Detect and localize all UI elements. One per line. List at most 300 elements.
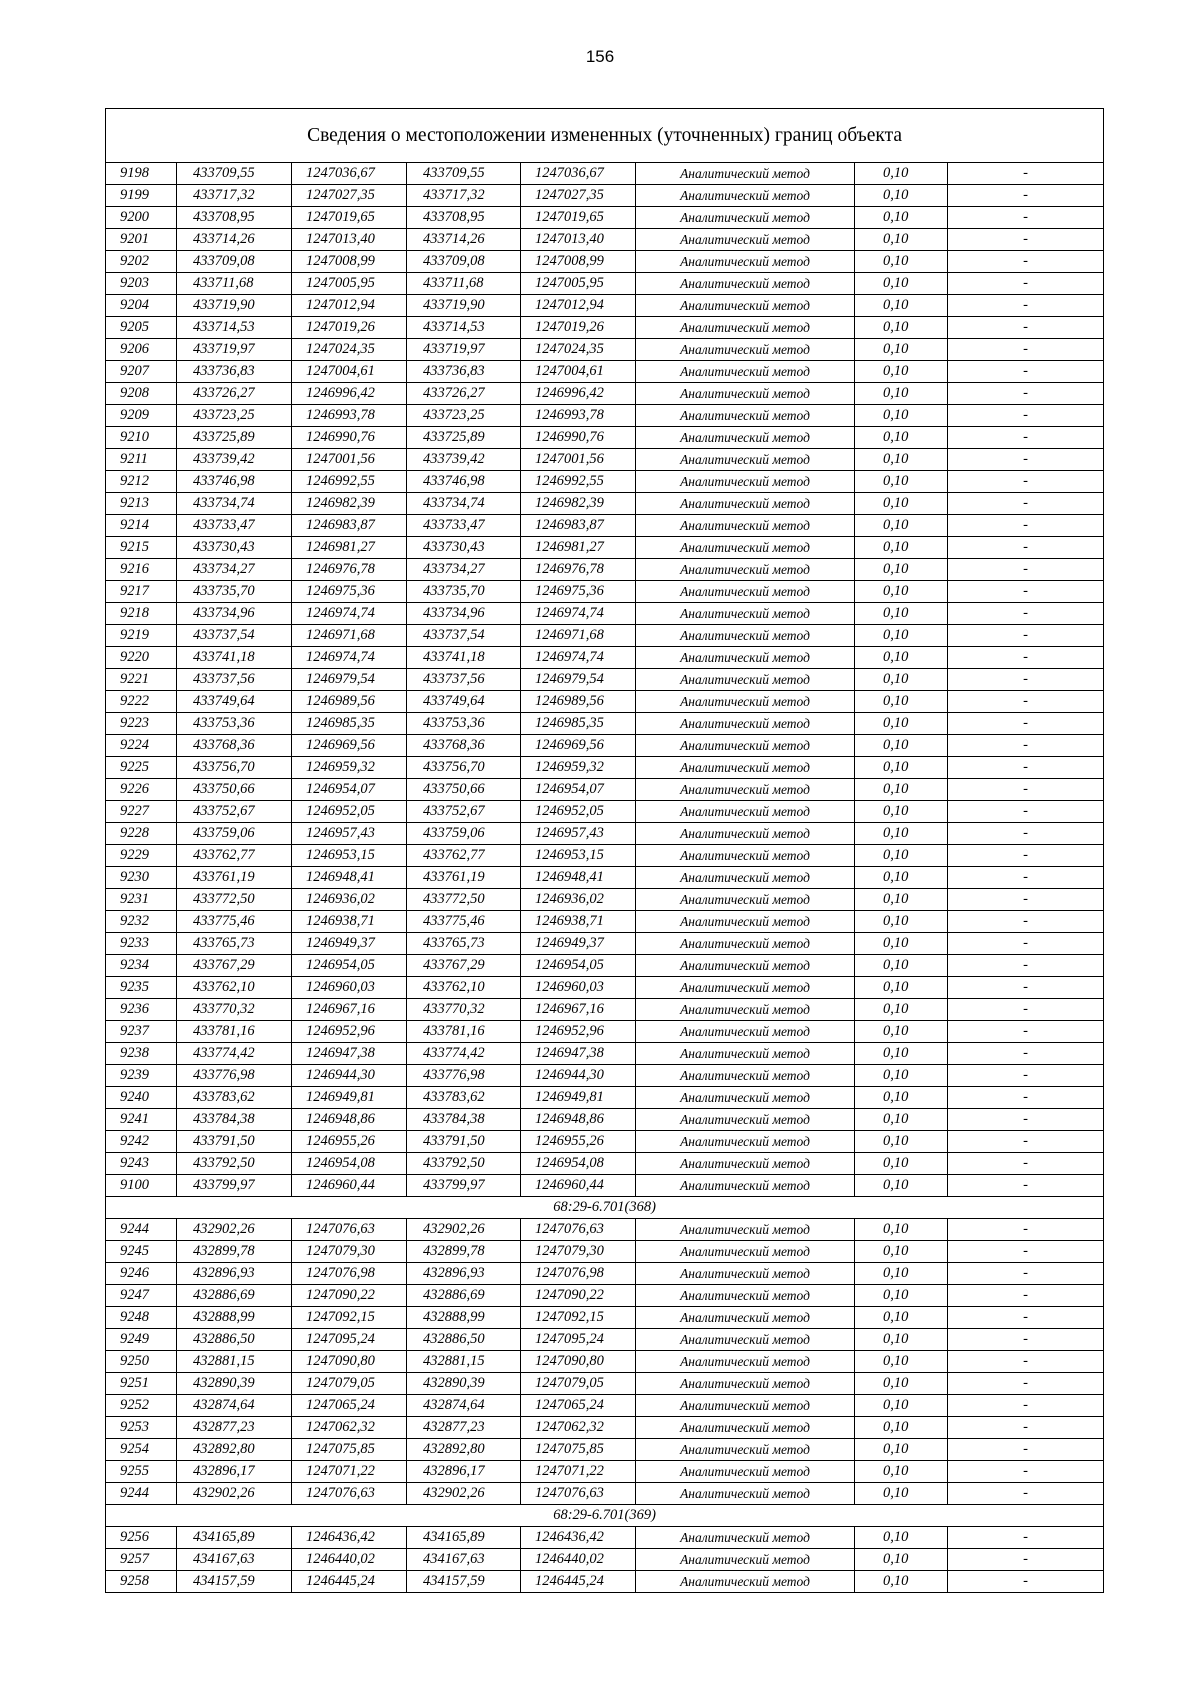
- table-row: [106, 295, 1104, 317]
- cell-x-new: 432896,93: [407, 1263, 521, 1285]
- cell-method: Аналитический метод: [636, 493, 855, 515]
- cell-y-new: 1246996,42: [521, 383, 636, 405]
- table-body: [106, 109, 1104, 1593]
- cell-y-new: 1246982,39: [521, 493, 636, 515]
- cell-y-existing: 1246957,43: [292, 823, 407, 845]
- cell-y-new: 1247075,85: [521, 1439, 636, 1461]
- cell-y-existing: 1247076,98: [292, 1263, 407, 1285]
- cell-description: -: [948, 537, 1104, 559]
- cell-description: -: [948, 1131, 1104, 1153]
- table-row: [106, 801, 1104, 823]
- cell-y-existing: 1247012,94: [292, 295, 407, 317]
- table-row: [106, 845, 1104, 867]
- cell-y-new: 1247013,40: [521, 229, 636, 251]
- section-label: 68:29-6.701(368): [106, 1197, 1104, 1219]
- cell-x-new: 433733,47: [407, 515, 521, 537]
- cell-y-existing: 1247090,80: [292, 1351, 407, 1373]
- cell-y-existing: 1246971,68: [292, 625, 407, 647]
- cell-y-existing: 1247008,99: [292, 251, 407, 273]
- cell-accuracy: 0,10: [855, 229, 948, 251]
- cell-point-number: 9232: [106, 911, 177, 933]
- table-row: [106, 779, 1104, 801]
- cell-x-new: 433799,97: [407, 1175, 521, 1197]
- cell-method: Аналитический метод: [636, 251, 855, 273]
- cell-point-number: 9247: [106, 1285, 177, 1307]
- table-row: [106, 383, 1104, 405]
- cell-y-existing: 1246944,30: [292, 1065, 407, 1087]
- cell-description: -: [948, 471, 1104, 493]
- cell-method: Аналитический метод: [636, 867, 855, 889]
- cell-x-existing: 433768,36: [177, 735, 292, 757]
- cell-y-existing: 1247079,05: [292, 1373, 407, 1395]
- cell-point-number: 9242: [106, 1131, 177, 1153]
- cell-point-number: 9233: [106, 933, 177, 955]
- cell-x-existing: 433746,98: [177, 471, 292, 493]
- table-row: [106, 361, 1104, 383]
- cell-y-existing: 1246936,02: [292, 889, 407, 911]
- table-row: [106, 163, 1104, 185]
- cell-description: -: [948, 383, 1104, 405]
- cell-description: -: [948, 603, 1104, 625]
- cell-x-existing: 432877,23: [177, 1417, 292, 1439]
- cell-description: -: [948, 1373, 1104, 1395]
- cell-y-new: 1246954,05: [521, 955, 636, 977]
- cell-y-existing: 1246949,37: [292, 933, 407, 955]
- cell-description: -: [948, 823, 1104, 845]
- cell-y-existing: 1247079,30: [292, 1241, 407, 1263]
- cell-x-new: 433741,18: [407, 647, 521, 669]
- cell-y-existing: 1247019,65: [292, 207, 407, 229]
- cell-point-number: 9216: [106, 559, 177, 581]
- cell-accuracy: 0,10: [855, 757, 948, 779]
- cell-point-number: 9225: [106, 757, 177, 779]
- table-row: [106, 713, 1104, 735]
- cell-x-new: 433752,67: [407, 801, 521, 823]
- cell-point-number: 9220: [106, 647, 177, 669]
- table-row: [106, 1175, 1104, 1197]
- cell-accuracy: 0,10: [855, 515, 948, 537]
- cell-y-new: 1247001,56: [521, 449, 636, 471]
- cell-method: Аналитический метод: [636, 713, 855, 735]
- cell-method: Аналитический метод: [636, 1527, 855, 1549]
- cell-y-new: 1246948,41: [521, 867, 636, 889]
- cell-y-new: 1247004,61: [521, 361, 636, 383]
- cell-y-existing: 1247027,35: [292, 185, 407, 207]
- cell-point-number: 9236: [106, 999, 177, 1021]
- cell-x-existing: 433737,54: [177, 625, 292, 647]
- cell-x-new: 433775,46: [407, 911, 521, 933]
- cell-point-number: 9211: [106, 449, 177, 471]
- cell-method: Аналитический метод: [636, 1329, 855, 1351]
- cell-method: Аналитический метод: [636, 1021, 855, 1043]
- table-row: [106, 1153, 1104, 1175]
- cell-x-new: 433714,53: [407, 317, 521, 339]
- table-row: [106, 603, 1104, 625]
- cell-description: -: [948, 449, 1104, 471]
- table-row: [106, 1219, 1104, 1241]
- cell-y-new: 1246993,78: [521, 405, 636, 427]
- cell-accuracy: 0,10: [855, 713, 948, 735]
- cell-y-new: 1246985,35: [521, 713, 636, 735]
- cell-accuracy: 0,10: [855, 295, 948, 317]
- cell-method: Аналитический метод: [636, 691, 855, 713]
- cell-x-new: 433781,16: [407, 1021, 521, 1043]
- cell-x-existing: 432888,99: [177, 1307, 292, 1329]
- cell-method: Аналитический метод: [636, 1395, 855, 1417]
- cell-y-new: 1246959,32: [521, 757, 636, 779]
- cell-method: Аналитический метод: [636, 735, 855, 757]
- cell-method: Аналитический метод: [636, 1175, 855, 1197]
- cell-method: Аналитический метод: [636, 1373, 855, 1395]
- cell-y-existing: 1247013,40: [292, 229, 407, 251]
- cell-x-existing: 433734,96: [177, 603, 292, 625]
- cell-point-number: 9227: [106, 801, 177, 823]
- cell-x-existing: 433709,08: [177, 251, 292, 273]
- table-row: [106, 1263, 1104, 1285]
- cell-x-new: 433768,36: [407, 735, 521, 757]
- table-row: [106, 1131, 1104, 1153]
- cell-description: -: [948, 757, 1104, 779]
- cell-y-existing: 1247076,63: [292, 1483, 407, 1505]
- cell-x-existing: 433719,97: [177, 339, 292, 361]
- table-row: [106, 1571, 1104, 1593]
- cell-point-number: 9231: [106, 889, 177, 911]
- cell-method: Аналитический метод: [636, 1043, 855, 1065]
- table-row: [106, 1241, 1104, 1263]
- cell-y-existing: 1247092,15: [292, 1307, 407, 1329]
- cell-x-new: 433725,89: [407, 427, 521, 449]
- cell-y-existing: 1246990,76: [292, 427, 407, 449]
- cell-accuracy: 0,10: [855, 581, 948, 603]
- cell-x-existing: 433753,36: [177, 713, 292, 735]
- cell-method: Аналитический метод: [636, 207, 855, 229]
- cell-description: -: [948, 185, 1104, 207]
- cell-y-existing: 1246954,07: [292, 779, 407, 801]
- cell-point-number: 9214: [106, 515, 177, 537]
- cell-point-number: 9208: [106, 383, 177, 405]
- cell-x-new: 433735,70: [407, 581, 521, 603]
- cell-x-new: 432892,80: [407, 1439, 521, 1461]
- cell-description: -: [948, 273, 1104, 295]
- table-row: [106, 823, 1104, 845]
- cell-x-existing: 433719,90: [177, 295, 292, 317]
- cell-method: Аналитический метод: [636, 1219, 855, 1241]
- cell-accuracy: 0,10: [855, 1021, 948, 1043]
- cell-x-existing: 433776,98: [177, 1065, 292, 1087]
- cell-x-existing: 433756,70: [177, 757, 292, 779]
- cell-x-existing: 433761,19: [177, 867, 292, 889]
- table-row: [106, 581, 1104, 603]
- cell-x-new: 432902,26: [407, 1219, 521, 1241]
- cell-y-existing: 1246952,05: [292, 801, 407, 823]
- cell-description: -: [948, 581, 1104, 603]
- cell-method: Аналитический метод: [636, 823, 855, 845]
- cell-description: -: [948, 1175, 1104, 1197]
- table-row: [106, 889, 1104, 911]
- cell-x-existing: 433737,56: [177, 669, 292, 691]
- cell-accuracy: 0,10: [855, 1065, 948, 1087]
- cell-x-new: 433734,27: [407, 559, 521, 581]
- cell-y-new: 1246440,02: [521, 1549, 636, 1571]
- cell-point-number: 9251: [106, 1373, 177, 1395]
- cell-description: -: [948, 867, 1104, 889]
- cell-y-new: 1247065,24: [521, 1395, 636, 1417]
- cell-y-new: 1247036,67: [521, 163, 636, 185]
- cell-method: Аналитический метод: [636, 339, 855, 361]
- cell-method: Аналитический метод: [636, 383, 855, 405]
- table-row: [106, 493, 1104, 515]
- cell-x-new: 432899,78: [407, 1241, 521, 1263]
- cell-x-existing: 433709,55: [177, 163, 292, 185]
- cell-x-new: 433776,98: [407, 1065, 521, 1087]
- cell-y-existing: 1247024,35: [292, 339, 407, 361]
- cell-description: -: [948, 955, 1104, 977]
- table-row: [106, 229, 1104, 251]
- table-row: [106, 867, 1104, 889]
- cell-method: Аналитический метод: [636, 625, 855, 647]
- cell-method: Аналитический метод: [636, 889, 855, 911]
- cell-y-new: 1246954,08: [521, 1153, 636, 1175]
- cell-y-existing: 1246974,74: [292, 647, 407, 669]
- cell-x-new: 433783,62: [407, 1087, 521, 1109]
- boundary-coordinates-table: [105, 108, 1104, 1593]
- cell-description: -: [948, 1307, 1104, 1329]
- cell-description: -: [948, 1021, 1104, 1043]
- cell-y-existing: 1246985,35: [292, 713, 407, 735]
- cell-description: -: [948, 1285, 1104, 1307]
- table-row: [106, 207, 1104, 229]
- table-row: [106, 1527, 1104, 1549]
- cell-description: -: [948, 999, 1104, 1021]
- cell-x-new: 433792,50: [407, 1153, 521, 1175]
- cell-accuracy: 0,10: [855, 185, 948, 207]
- cell-accuracy: 0,10: [855, 163, 948, 185]
- cell-x-new: 432877,23: [407, 1417, 521, 1439]
- cell-y-new: 1247079,30: [521, 1241, 636, 1263]
- cell-y-existing: 1246993,78: [292, 405, 407, 427]
- cell-y-existing: 1246967,16: [292, 999, 407, 1021]
- cell-description: -: [948, 735, 1104, 757]
- cell-point-number: 9230: [106, 867, 177, 889]
- cell-x-new: 433734,74: [407, 493, 521, 515]
- cell-point-number: 9199: [106, 185, 177, 207]
- cell-y-new: 1246949,37: [521, 933, 636, 955]
- cell-method: Аналитический метод: [636, 977, 855, 999]
- cell-x-existing: 432874,64: [177, 1395, 292, 1417]
- cell-y-existing: 1246996,42: [292, 383, 407, 405]
- cell-accuracy: 0,10: [855, 317, 948, 339]
- cell-point-number: 9255: [106, 1461, 177, 1483]
- cell-description: -: [948, 845, 1104, 867]
- cell-accuracy: 0,10: [855, 1549, 948, 1571]
- cell-description: -: [948, 1153, 1104, 1175]
- table-row: [106, 471, 1104, 493]
- cell-method: Аналитический метод: [636, 1351, 855, 1373]
- cell-y-new: 1246936,02: [521, 889, 636, 911]
- cell-x-existing: 433736,83: [177, 361, 292, 383]
- table-row: [106, 1109, 1104, 1131]
- cell-point-number: 9224: [106, 735, 177, 757]
- cell-x-new: 432890,39: [407, 1373, 521, 1395]
- cell-x-new: 433770,32: [407, 999, 521, 1021]
- cell-x-new: 434165,89: [407, 1527, 521, 1549]
- cell-accuracy: 0,10: [855, 867, 948, 889]
- cell-x-existing: 433750,66: [177, 779, 292, 801]
- cell-x-existing: 433775,46: [177, 911, 292, 933]
- cell-x-new: 432874,64: [407, 1395, 521, 1417]
- cell-x-new: 434157,59: [407, 1571, 521, 1593]
- cell-method: Аналитический метод: [636, 449, 855, 471]
- cell-x-new: 433719,90: [407, 295, 521, 317]
- cell-x-existing: 433735,70: [177, 581, 292, 603]
- cell-point-number: 9246: [106, 1263, 177, 1285]
- cell-y-new: 1246436,42: [521, 1527, 636, 1549]
- table-row: [106, 735, 1104, 757]
- table-row: [106, 1043, 1104, 1065]
- cell-y-new: 1246976,78: [521, 559, 636, 581]
- cell-point-number: 9205: [106, 317, 177, 339]
- cell-description: -: [948, 1329, 1104, 1351]
- table-row: [106, 317, 1104, 339]
- cell-y-new: 1247008,99: [521, 251, 636, 273]
- cell-method: Аналитический метод: [636, 1131, 855, 1153]
- cell-x-existing: 432899,78: [177, 1241, 292, 1263]
- cell-method: Аналитический метод: [636, 559, 855, 581]
- cell-accuracy: 0,10: [855, 1131, 948, 1153]
- cell-method: Аналитический метод: [636, 405, 855, 427]
- table-row: [106, 1351, 1104, 1373]
- cell-y-new: 1246974,74: [521, 603, 636, 625]
- cell-description: -: [948, 625, 1104, 647]
- cell-description: -: [948, 1087, 1104, 1109]
- cell-y-new: 1246989,56: [521, 691, 636, 713]
- cell-accuracy: 0,10: [855, 1395, 948, 1417]
- cell-point-number: 9248: [106, 1307, 177, 1329]
- cell-y-new: 1247092,15: [521, 1307, 636, 1329]
- cell-point-number: 9253: [106, 1417, 177, 1439]
- cell-y-existing: 1246948,41: [292, 867, 407, 889]
- cell-x-new: 433709,08: [407, 251, 521, 273]
- cell-x-new: 433753,36: [407, 713, 521, 735]
- cell-x-existing: 434157,59: [177, 1571, 292, 1593]
- cell-method: Аналитический метод: [636, 1417, 855, 1439]
- cell-point-number: 9257: [106, 1549, 177, 1571]
- cell-x-new: 432886,69: [407, 1285, 521, 1307]
- cell-x-existing: 432892,80: [177, 1439, 292, 1461]
- cell-accuracy: 0,10: [855, 427, 948, 449]
- cell-point-number: 9218: [106, 603, 177, 625]
- cell-y-existing: 1246947,38: [292, 1043, 407, 1065]
- cell-description: -: [948, 911, 1104, 933]
- cell-x-existing: 433734,27: [177, 559, 292, 581]
- cell-x-existing: 433714,26: [177, 229, 292, 251]
- table-row: [106, 251, 1104, 273]
- cell-description: -: [948, 339, 1104, 361]
- cell-point-number: 9207: [106, 361, 177, 383]
- cell-method: Аналитический метод: [636, 1571, 855, 1593]
- cell-method: Аналитический метод: [636, 361, 855, 383]
- cell-description: -: [948, 1417, 1104, 1439]
- cell-accuracy: 0,10: [855, 647, 948, 669]
- cell-accuracy: 0,10: [855, 1263, 948, 1285]
- cell-x-new: 433734,96: [407, 603, 521, 625]
- cell-description: -: [948, 801, 1104, 823]
- cell-description: -: [948, 1571, 1104, 1593]
- cell-x-existing: 432902,26: [177, 1483, 292, 1505]
- cell-x-existing: 433714,53: [177, 317, 292, 339]
- cell-x-new: 432902,26: [407, 1483, 521, 1505]
- cell-y-new: 1247076,63: [521, 1483, 636, 1505]
- cell-description: -: [948, 1527, 1104, 1549]
- cell-x-new: 433762,77: [407, 845, 521, 867]
- table-row: [106, 1307, 1104, 1329]
- cell-method: Аналитический метод: [636, 1461, 855, 1483]
- cell-description: -: [948, 1461, 1104, 1483]
- cell-point-number: 9245: [106, 1241, 177, 1263]
- section-row: [106, 1505, 1104, 1527]
- cell-accuracy: 0,10: [855, 1439, 948, 1461]
- cell-method: Аналитический метод: [636, 273, 855, 295]
- cell-x-new: 433714,26: [407, 229, 521, 251]
- cell-accuracy: 0,10: [855, 1527, 948, 1549]
- cell-point-number: 9240: [106, 1087, 177, 1109]
- cell-description: -: [948, 1483, 1104, 1505]
- cell-accuracy: 0,10: [855, 1329, 948, 1351]
- cell-accuracy: 0,10: [855, 669, 948, 691]
- cell-x-existing: 432886,69: [177, 1285, 292, 1307]
- cell-description: -: [948, 361, 1104, 383]
- cell-method: Аналитический метод: [636, 427, 855, 449]
- cell-description: -: [948, 779, 1104, 801]
- cell-method: Аналитический метод: [636, 295, 855, 317]
- section-row: [106, 1197, 1104, 1219]
- cell-y-existing: 1246969,56: [292, 735, 407, 757]
- cell-point-number: 9209: [106, 405, 177, 427]
- cell-accuracy: 0,10: [855, 1241, 948, 1263]
- cell-y-new: 1246983,87: [521, 515, 636, 537]
- cell-y-existing: 1246440,02: [292, 1549, 407, 1571]
- cell-method: Аналитический метод: [636, 801, 855, 823]
- table-row: [106, 1483, 1104, 1505]
- cell-y-existing: 1246992,55: [292, 471, 407, 493]
- cell-point-number: 9213: [106, 493, 177, 515]
- cell-point-number: 9223: [106, 713, 177, 735]
- cell-y-existing: 1247075,85: [292, 1439, 407, 1461]
- cell-y-new: 1246952,96: [521, 1021, 636, 1043]
- cell-y-existing: 1247065,24: [292, 1395, 407, 1417]
- cell-point-number: 9238: [106, 1043, 177, 1065]
- cell-y-existing: 1246982,39: [292, 493, 407, 515]
- table-row: [106, 647, 1104, 669]
- cell-x-new: 432888,99: [407, 1307, 521, 1329]
- cell-y-new: 1247062,32: [521, 1417, 636, 1439]
- cell-x-existing: 433730,43: [177, 537, 292, 559]
- cell-point-number: 9244: [106, 1483, 177, 1505]
- cell-accuracy: 0,10: [855, 823, 948, 845]
- cell-description: -: [948, 427, 1104, 449]
- cell-x-new: 432886,50: [407, 1329, 521, 1351]
- cell-y-existing: 1246949,81: [292, 1087, 407, 1109]
- cell-point-number: 9239: [106, 1065, 177, 1087]
- cell-y-new: 1247095,24: [521, 1329, 636, 1351]
- cell-y-new: 1246953,15: [521, 845, 636, 867]
- cell-accuracy: 0,10: [855, 207, 948, 229]
- cell-y-new: 1246948,86: [521, 1109, 636, 1131]
- cell-accuracy: 0,10: [855, 735, 948, 757]
- cell-y-existing: 1246960,44: [292, 1175, 407, 1197]
- cell-accuracy: 0,10: [855, 691, 948, 713]
- cell-x-existing: 433792,50: [177, 1153, 292, 1175]
